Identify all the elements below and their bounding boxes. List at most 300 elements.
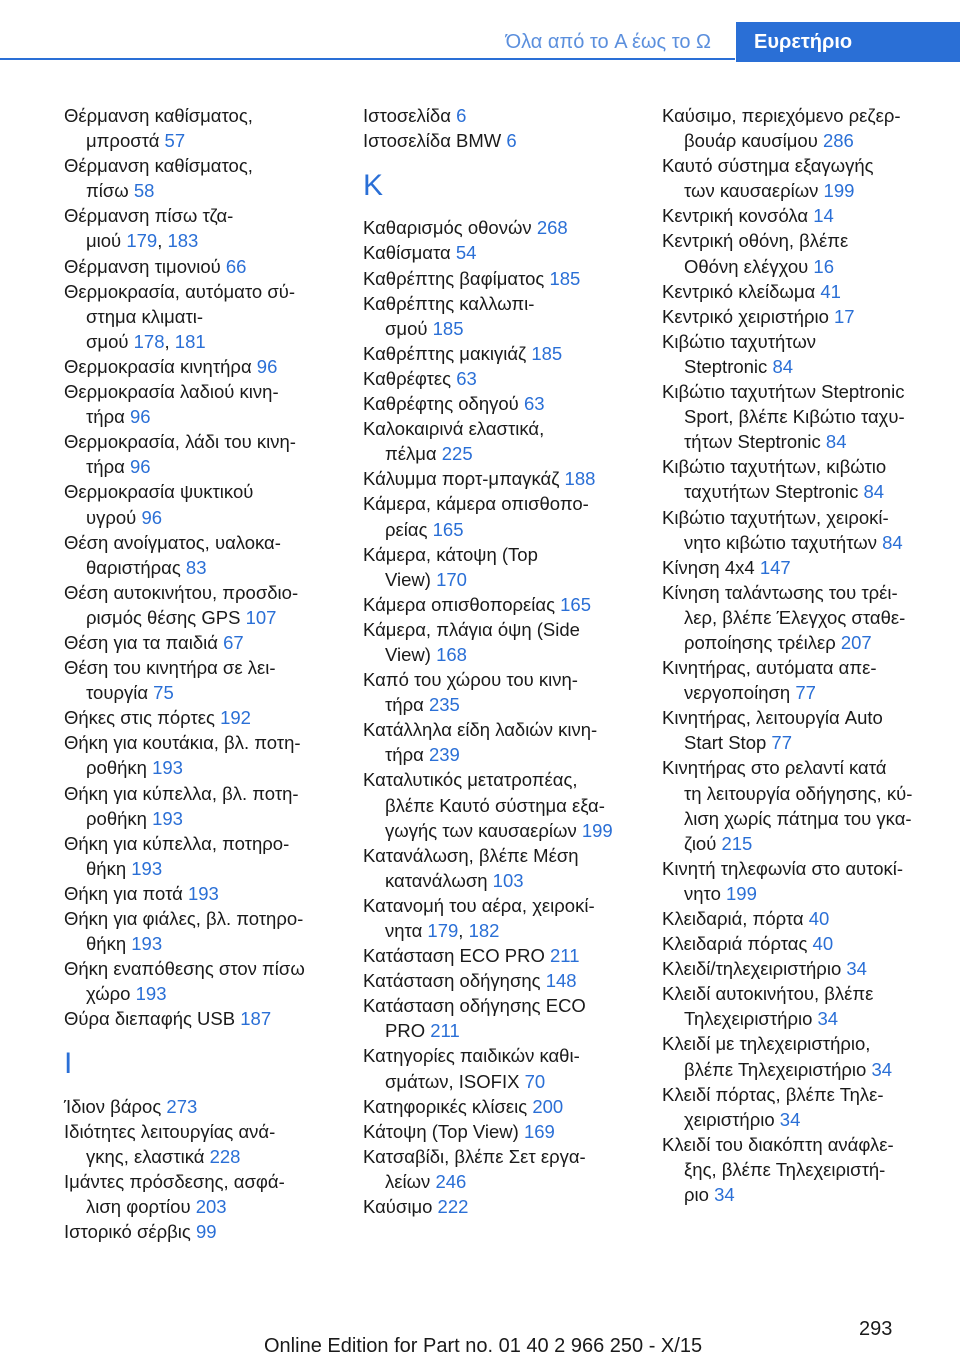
page-link[interactable]: 183 — [167, 230, 199, 252]
page-link[interactable]: 200 — [532, 1095, 564, 1117]
index-entry-text: μπροστά — [86, 130, 165, 152]
page-link[interactable]: 193 — [187, 882, 219, 904]
page-link[interactable]: 199 — [726, 882, 757, 904]
index-entry-text: Καταλυτικός μετατροπέας, — [363, 769, 578, 791]
page-link[interactable]: 6 — [506, 130, 517, 152]
page-link[interactable]: 178 — [133, 330, 165, 352]
index-entry-text: σμάτων, ISOFIX — [385, 1070, 525, 1092]
page-link[interactable]: 225 — [441, 443, 473, 465]
index-entry-text: Θερμοκρασία κινητήρα — [64, 355, 257, 377]
index-entry — [662, 705, 947, 755]
page-link[interactable]: 199 — [581, 819, 613, 841]
index-entry-text: Κλειδί του διακόπτη ανάφλε‐ — [662, 1133, 894, 1155]
index-entry-line — [662, 931, 947, 956]
index-entry-text: τήρα — [86, 456, 130, 478]
index-entry-text: Κάλυμμα πορτ-μπαγκάζ — [363, 468, 565, 490]
index-entry — [662, 655, 947, 705]
index-entry — [662, 379, 947, 454]
index-entry-text: λιση χωρίς πάτημα του γκα‐ — [684, 807, 912, 829]
index-entry — [662, 856, 947, 906]
page-link[interactable]: 193 — [152, 807, 183, 829]
index-entry-line — [363, 893, 648, 918]
page-link[interactable]: 193 — [131, 857, 163, 879]
index-entry-text: πίσω — [86, 180, 134, 202]
page-link[interactable]: 66 — [225, 255, 247, 277]
index-entry-text: βουάρ καυσίμου — [684, 130, 823, 152]
index-entry-text: ροποίησης τρέιλερ — [684, 631, 841, 653]
page-link[interactable]: 84 — [863, 481, 885, 503]
index-entry-text: Καθρέπτης μακιγιάζ — [363, 342, 532, 364]
index-entry-line — [363, 1144, 648, 1169]
index-entry — [363, 542, 648, 592]
page-link[interactable]: 70 — [524, 1070, 546, 1092]
index-entry — [363, 1194, 648, 1219]
index-entry — [363, 617, 648, 667]
page-link[interactable]: 222 — [437, 1196, 469, 1218]
index-entry-line: νητα 179, 182 — [385, 920, 500, 941]
page-link[interactable]: 34 — [817, 1008, 839, 1030]
index-entry-line — [64, 454, 349, 479]
index-entry-text: PRO — [385, 1020, 431, 1042]
page-link[interactable]: 14 — [813, 205, 834, 227]
index-entry-text: νητα — [385, 920, 428, 941]
index-entry-line — [363, 642, 648, 667]
index-entry-line — [363, 1194, 648, 1219]
index-entry-text: Κάμερα, κάμερα οπισθοπο‐ — [363, 493, 589, 515]
page-link[interactable]: 193 — [131, 933, 163, 955]
index-entry-text: Κινητήρας στο ρελαντί κατά — [662, 757, 887, 779]
index-entry — [662, 505, 947, 555]
index-entry-text: Κινητήρας, λειτουργία Auto — [662, 707, 883, 729]
index-entry-line — [64, 705, 349, 730]
index-entry-text: Κατάσταση οδήγησης — [363, 970, 546, 992]
index-entry-text: ροθήκη — [86, 807, 153, 829]
page-link[interactable]: 211 — [550, 945, 580, 967]
index-entry-text: Κιβώτιο ταχυτήτων — [662, 330, 817, 352]
page-link[interactable]: 165 — [560, 593, 592, 615]
index-entry-line — [662, 630, 947, 655]
index-entry-text: Κίνηση ταλάντωσης του τρέι‐ — [662, 581, 898, 603]
page-link[interactable]: 84 — [825, 431, 847, 453]
index-entry — [64, 153, 349, 203]
index-entry-text: Sport, βλέπε Κιβώτιο ταχυ‐ — [684, 406, 905, 428]
index-entry — [363, 240, 648, 265]
index-entry-line — [662, 1006, 947, 1031]
index-entry-line — [64, 580, 349, 605]
index-entry-line — [363, 1018, 648, 1043]
index-entry — [64, 1169, 349, 1219]
index-entry-text: Steptronic — [684, 355, 773, 377]
index-entry-line — [64, 630, 349, 655]
index-entry-text: Θέση αυτοκινήτου, προσδιο‐ — [64, 581, 299, 603]
index-entry-text: χώρο — [86, 983, 136, 1005]
index-entry-line — [363, 215, 648, 240]
page-link[interactable]: 185 — [531, 342, 563, 364]
index-entry — [64, 530, 349, 580]
index-entry-text: Καθαρισμός οθονών — [363, 217, 537, 239]
index-entry-text: λείων — [385, 1170, 436, 1192]
index-entry-text: Κλειδί με τηλεχειριστήριο, — [662, 1033, 871, 1055]
index-entry — [363, 291, 648, 341]
page-link[interactable]: 185 — [549, 267, 581, 289]
index-entry-text: υγρού — [86, 506, 142, 528]
index-entry-text: των καυσαερίων — [684, 180, 824, 202]
index-entry — [662, 956, 947, 981]
page-link[interactable]: 203 — [195, 1196, 227, 1218]
page-link[interactable]: 185 — [432, 317, 464, 339]
index-entry — [363, 767, 648, 842]
index-entry-line — [363, 542, 648, 567]
page-link[interactable]: 181 — [174, 330, 206, 352]
index-entry-text: τήρα — [385, 744, 429, 766]
index-entry-line — [64, 505, 349, 530]
index-entry-line — [662, 1182, 947, 1207]
index-entry-text: Θέση για τα παιδιά — [64, 631, 224, 653]
index-entry-line — [363, 1119, 648, 1144]
index-entry-line — [363, 692, 648, 717]
index-entry — [662, 931, 947, 956]
index-entry-text: τουργία — [86, 682, 154, 704]
page-link[interactable]: 168 — [436, 643, 467, 665]
page-link[interactable]: 207 — [840, 631, 872, 653]
index-entry-text: Θερμοκρασία ψυκτικού — [64, 481, 254, 503]
index-entry — [363, 466, 648, 491]
index-entry-line — [662, 1082, 947, 1107]
index-entry — [662, 279, 947, 304]
page-link[interactable]: 211 — [430, 1020, 460, 1042]
index-entry-text: Κίνηση 4x4 — [662, 556, 760, 578]
index-entry-text: νητο κιβώτιο ταχυτήτων — [684, 531, 883, 553]
page-link[interactable]: 96 — [129, 456, 151, 478]
page-link[interactable]: 17 — [834, 305, 855, 327]
page-link[interactable]: 84 — [772, 355, 794, 377]
index-entry — [64, 906, 349, 956]
page-link[interactable]: 273 — [166, 1095, 198, 1117]
index-entry — [662, 203, 947, 228]
index-entry-text: Θέση του κινητήρα σε λει‐ — [64, 657, 276, 679]
index-entry-text: Θερμοκρασία, λάδι του κινη‐ — [64, 431, 296, 453]
page-link[interactable]: 77 — [771, 732, 792, 754]
index-entry — [64, 1119, 349, 1169]
index-entry — [662, 329, 947, 379]
page-link[interactable]: 99 — [195, 1221, 217, 1243]
page-link[interactable]: 63 — [456, 367, 477, 389]
index-entry-line — [662, 856, 947, 881]
page-link[interactable]: 84 — [882, 531, 903, 553]
index-entry — [64, 881, 349, 906]
index-entry-line — [662, 1132, 947, 1157]
index-entry-text: Κατηφορικές κλίσεις — [363, 1095, 533, 1117]
page-link[interactable]: 215 — [721, 832, 753, 854]
page-link[interactable]: 96 — [256, 355, 278, 377]
index-entry-line — [662, 806, 947, 831]
index-entry-text: Καθρέφτες — [363, 367, 457, 389]
section-letter: Ι — [64, 1047, 73, 1081]
index-entry — [662, 755, 947, 855]
page-link[interactable]: 286 — [822, 130, 854, 152]
index-entry-text: Θέρμανση καθίσματος, — [64, 155, 253, 177]
index-entry-line — [64, 806, 349, 831]
index-entry-text: πέλμα — [385, 443, 442, 465]
page-link[interactable]: 77 — [795, 682, 816, 704]
index-entry-line — [64, 203, 349, 228]
page-link[interactable]: 188 — [564, 468, 596, 490]
page-number: 293 — [859, 1318, 893, 1340]
page-link[interactable]: 179 — [126, 230, 158, 252]
index-entry-text: Κινητή τηλεφωνία στο αυτοκί‐ — [662, 857, 904, 879]
index-entry — [64, 429, 349, 479]
index-entry — [363, 366, 648, 391]
page-link[interactable]: 193 — [152, 757, 183, 779]
index-entry — [363, 128, 648, 153]
index-entry-text: Καύσιμο, περιεχόμενο ρεζερ‐ — [662, 105, 901, 126]
index-entry-line — [662, 103, 947, 128]
index-entry-line — [363, 341, 648, 366]
index-entry — [662, 906, 947, 931]
index-entry-text: ζιού — [684, 832, 722, 854]
index-entry-line — [363, 491, 648, 516]
page-link[interactable]: 228 — [209, 1145, 241, 1167]
index-entry-text: View) — [385, 568, 437, 590]
index-entry-line — [64, 931, 349, 956]
index-entry-line — [662, 705, 947, 730]
index-entry-text: Θέρμανση πίσω τζα‐ — [64, 205, 234, 227]
index-entry-text: βλέπε Καυτό σύστημα εξα‐ — [385, 794, 605, 816]
index-entry-text: μιού — [86, 230, 127, 252]
index-entry-line — [363, 592, 648, 617]
page-link[interactable]: 193 — [135, 983, 167, 1005]
index-entry-text: Κατσαβίδι, βλέπε Σετ εργα‐ — [363, 1145, 586, 1167]
index-entry-text: Κατάσταση ECO PRO — [363, 945, 551, 967]
index-entry-text: τη λειτουργία οδήγησης, κύ‐ — [684, 782, 913, 804]
page-link[interactable]: 148 — [545, 970, 577, 992]
index-entry-line — [363, 466, 648, 491]
index-entry — [64, 781, 349, 831]
index-entry-text: Κάμερα οπισθοπορείας — [363, 593, 561, 615]
index-entry-text: χειριστήριο — [684, 1108, 780, 1130]
page-link[interactable]: 199 — [823, 180, 855, 202]
index-entry-text: νητο — [684, 882, 727, 904]
index-entry-line — [662, 956, 947, 981]
index-entry — [662, 454, 947, 504]
index-entry — [64, 354, 349, 379]
page-link[interactable]: 182 — [468, 920, 500, 941]
page-link[interactable]: 96 — [141, 506, 163, 528]
index-entry-line — [64, 379, 349, 404]
page-link[interactable]: 83 — [185, 556, 207, 578]
index-entry-line — [64, 555, 349, 580]
index-entry-text: Κεντρικό χειριστήριο — [662, 305, 835, 327]
index-entry-text: Κινητήρας, αυτόματα απε‐ — [662, 657, 877, 679]
index-entry-text: Θήκες στις πόρτες — [64, 707, 221, 729]
index-entry-text: νεργοποίηση — [684, 682, 796, 704]
index-entry-text: σμού — [385, 317, 433, 339]
index-entry — [64, 580, 349, 630]
page-link[interactable]: 96 — [129, 406, 151, 428]
index-entry-line — [662, 730, 947, 755]
index-entry — [363, 717, 648, 767]
index-entry-line — [64, 981, 349, 1006]
index-entry-line — [662, 505, 947, 530]
index-entry-text: θαριστήρας — [86, 556, 186, 578]
index-entry-line — [363, 793, 648, 818]
index-entry-line — [64, 1219, 349, 1244]
page-link[interactable]: 235 — [428, 694, 460, 716]
index-entry-text: βλέπε Τηλεχειριστήριο — [684, 1058, 872, 1080]
index-entry-line — [64, 781, 349, 806]
page-link[interactable]: 41 — [820, 280, 841, 302]
tab-index[interactable]: Ευρετήριο — [736, 22, 960, 62]
index-entry-line — [662, 530, 947, 555]
page-link[interactable]: 34 — [779, 1108, 801, 1130]
index-entry-text: Κλειδί πόρτας, βλέπε Τηλε‐ — [662, 1083, 884, 1105]
index-entry-line — [64, 856, 349, 881]
index-entry-text: Θύρα διεπαφής USB — [64, 1008, 241, 1030]
page-link[interactable]: 107 — [245, 606, 277, 628]
index-entry — [64, 279, 349, 354]
index-entry-line — [64, 479, 349, 504]
index-entry-line — [64, 881, 349, 906]
index-entry-text: Θήκη για φιάλες, βλ. ποτηρο‐ — [64, 908, 304, 929]
index-entry-line — [662, 1107, 947, 1132]
page-link[interactable]: 246 — [435, 1170, 467, 1192]
page-link[interactable]: 63 — [523, 393, 545, 415]
index-entry-text: Καύσιμο — [363, 1196, 438, 1218]
page-link[interactable]: 40 — [808, 908, 830, 929]
index-entry-text: Κιβώτιο ταχυτήτων, χειροκί‐ — [662, 506, 889, 528]
index-entry — [363, 592, 648, 617]
page-link[interactable]: 192 — [220, 707, 251, 729]
index-entry-line — [662, 981, 947, 1006]
index-entry-line: σμού 178, 181 — [86, 330, 206, 352]
index-entry — [64, 1094, 349, 1119]
page-link[interactable]: 179 — [427, 920, 459, 941]
page-link[interactable]: 40 — [812, 933, 834, 955]
index-entry-line — [363, 1094, 648, 1119]
page-link[interactable]: 54 — [455, 242, 477, 264]
index-entry-text: Κατανάλωση, βλέπε Μέση — [363, 844, 579, 866]
index-entry — [363, 1119, 648, 1144]
index-entry-line — [363, 266, 648, 291]
index-entry-line — [662, 831, 947, 856]
page-link[interactable]: 165 — [432, 518, 464, 540]
index-entry-text: Κεντρική οθόνη, βλέπε — [662, 230, 849, 252]
page-link[interactable]: 58 — [133, 180, 155, 202]
index-entry-line — [662, 1057, 947, 1082]
index-entry-text: θήκη — [86, 857, 132, 879]
page-link[interactable]: 239 — [428, 744, 460, 766]
index-entry-text: Καθρέφτης οδηγού — [363, 393, 524, 415]
section-title: Όλα από το A έως το Ω — [505, 31, 711, 53]
index-entry-line — [363, 767, 648, 792]
page-link[interactable]: 57 — [164, 130, 186, 152]
index-entry-line — [662, 1031, 947, 1056]
index-entry — [363, 341, 648, 366]
index-entry-text: ρισμός θέσης GPS — [86, 606, 246, 628]
index-entry-text: γωγής των καυσαερίων — [385, 819, 582, 841]
index-entry-line — [363, 316, 648, 341]
index-entry-line — [662, 304, 947, 329]
index-entry-text: Κλειδαριά, πόρτα — [662, 908, 809, 929]
index-entry-text: Θερμοκρασία, αυτόματο σύ‐ — [64, 280, 296, 302]
index-entry-line — [64, 1169, 349, 1194]
index-entry-text: Θήκη για κουτάκια, βλ. ποτη‐ — [64, 732, 301, 754]
index-entry-text: Οθόνη ελέγχου — [684, 255, 814, 277]
page-link[interactable]: 147 — [759, 556, 791, 578]
index-entry — [662, 228, 947, 278]
page-link[interactable]: 16 — [813, 255, 834, 277]
index-entry-text: Καθίσματα — [363, 242, 456, 264]
index-entry-line — [662, 906, 947, 931]
page-link[interactable]: 34 — [714, 1184, 735, 1206]
section-letter: Κ — [363, 169, 384, 203]
index-entry — [64, 479, 349, 529]
index-entry-text: Θέση ανοίγματος, υαλοκα‐ — [64, 531, 281, 553]
index-entry-line — [64, 906, 349, 931]
index-entry-text: Ιστοσελίδα BMW — [363, 130, 507, 152]
page-link[interactable]: 75 — [153, 682, 174, 704]
page-link[interactable]: 268 — [536, 217, 568, 239]
index-entry-line — [363, 742, 648, 767]
index-entry-text: Κλειδαριά πόρτας — [662, 933, 813, 955]
index-entry-line — [363, 1169, 648, 1194]
page-link[interactable]: 67 — [223, 631, 244, 653]
index-entry-line — [64, 530, 349, 555]
index-entry — [363, 1144, 648, 1194]
index-entry — [662, 304, 947, 329]
index-entry-line — [64, 730, 349, 755]
index-entry-line — [64, 429, 349, 454]
page-link[interactable]: 169 — [523, 1120, 555, 1142]
page-link[interactable]: 170 — [436, 568, 467, 590]
page-link[interactable]: 6 — [456, 105, 467, 126]
index-entry-text: Κεντρικό κλείδωμα — [662, 280, 821, 302]
index-entry-text: Κάμερα, κάτοψη (Top — [363, 543, 538, 565]
index-entry — [64, 730, 349, 780]
index-entry-text: Κεντρική κονσόλα — [662, 205, 814, 227]
page-link[interactable]: 34 — [846, 958, 867, 980]
index-entry-line — [64, 304, 349, 329]
index-entry — [363, 391, 648, 416]
index-entry-text: Κάμερα, πλάγια όψη (Side — [363, 618, 580, 640]
index-entry-line — [64, 178, 349, 203]
index-entry-text: Κατηγορίες παιδικών καθι‐ — [363, 1045, 580, 1067]
index-column-3 — [662, 103, 947, 1207]
index-entry — [662, 580, 947, 655]
index-entry — [662, 1082, 947, 1132]
index-entry-line — [662, 680, 947, 705]
index-entry-line — [662, 178, 947, 203]
index-entry-text: Ιδιότητες λειτουργίας ανά‐ — [64, 1120, 276, 1142]
index-entry — [363, 968, 648, 993]
index-entry-line — [662, 203, 947, 228]
index-entry-text: Θέρμανση τιμονιού — [64, 255, 226, 277]
page-link[interactable]: 187 — [240, 1008, 272, 1030]
index-entry — [64, 1006, 349, 1031]
index-entry-text: Κλειδί αυτοκινήτου, βλέπε — [662, 983, 874, 1005]
index-entry-text: Καθρέπτης βαφίματος — [363, 267, 550, 289]
index-entry-line — [363, 366, 648, 391]
index-entry — [662, 555, 947, 580]
index-entry — [64, 705, 349, 730]
index-entry — [662, 981, 947, 1031]
page-link[interactable]: 34 — [871, 1058, 893, 1080]
index-entry-line — [662, 128, 947, 153]
index-entry — [64, 1219, 349, 1244]
page-link[interactable]: 103 — [492, 869, 524, 891]
index-entry-line — [64, 956, 349, 981]
index-entry-text: Θήκη για ποτά — [64, 882, 188, 904]
